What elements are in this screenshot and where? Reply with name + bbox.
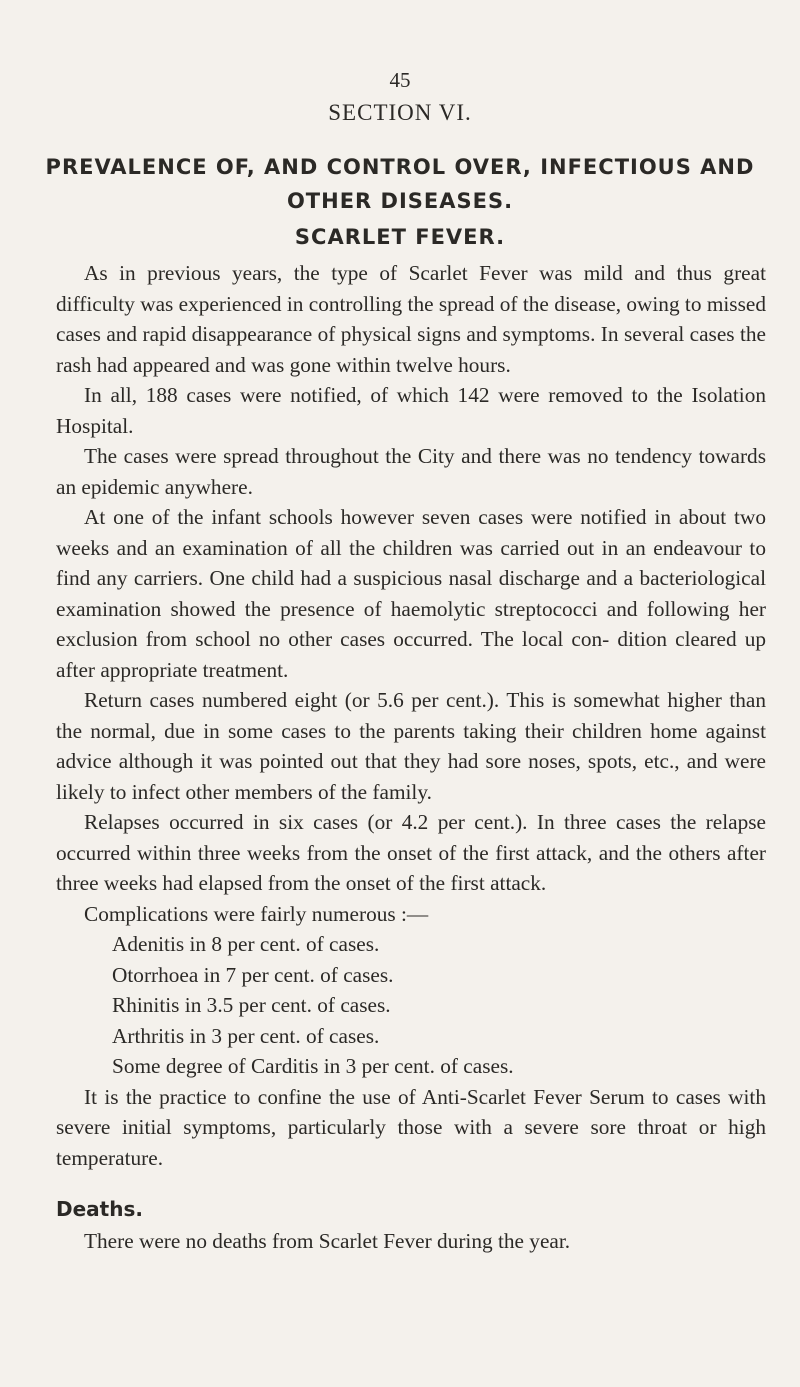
body-text — [56, 258, 766, 1173]
paragraph: As in previous years, the type of Scarlet Fever was mild and thus great difficulty was experienced in controlling the spread of the disease, owing to missed cases and rapid disappearance of physical signs and symptoms. In several cases the rash had appeared and was gone within twelve hours. — [56, 261, 766, 377]
list-item: Arthritis in 3 per cent. of cases. — [112, 1023, 380, 1048]
main-heading-line: OTHER DISEASES. — [286, 189, 514, 213]
sub-heading: SCARLET FEVER. — [294, 225, 506, 249]
deaths-heading: Deaths. — [56, 1197, 143, 1221]
paragraph: Complications were fairly numerous :— — [84, 901, 429, 926]
main-heading — [0, 150, 800, 218]
main-heading-line: PREVALENCE OF, AND CONTROL OVER, INFECTIOUS AND — [45, 155, 755, 179]
list-item: Rhinitis in 3.5 per cent. of cases. — [112, 993, 391, 1017]
paragraph: Return cases numbered eight (or 5.6 per cent.). This is somewhat higher than the normal, due in some cases to the parents taking their children home against advice although it was pointed out that they had sore noses, spots, etc., and were likely to infect other members of the family. — [56, 688, 766, 804]
paragraph: At one of the infant schools however seven cases were notified in about two weeks and an examination of all the children was carried out in an endeavour to find any carriers. One child had a suspicious nasal discharge and a bacteriological examination showed the presence of haemolytic streptococci and following her exclusion from school no other cases occurred. The local con- dition cleared up after appropriate treatment. — [56, 505, 766, 682]
list-item: Otorrhoea in 7 per cent. of cases. — [112, 962, 394, 987]
paragraph: Relapses occurred in six cases (or 4.2 per cent.). In three cases the relapse occurred within three weeks from the onset of the first attack, and the others after three weeks had elapsed from the onset of the first attack. — [56, 810, 766, 895]
page-number: 45 — [389, 68, 411, 92]
paragraph: In all, 188 cases were notified, of which 142 were removed to the Isolation Hospital. — [56, 383, 766, 438]
paragraph: The cases were spread throughout the City and there was no tendency towards an epidemic anywhere. — [56, 444, 766, 499]
section-title: SECTION VI. — [328, 100, 472, 125]
list-item: Adenitis in 8 per cent. of cases. — [112, 932, 380, 956]
complications-list — [56, 929, 766, 1082]
serum-paragraph: It is the practice to confine the use of Anti-Scarlet Fever Serum to cases with severe initial symptoms, particularly those with a severe sore throat or high temperature. — [56, 1084, 766, 1170]
deaths-text: There were no deaths from Scarlet Fever during the year. — [84, 1229, 571, 1253]
list-item: Some degree of Carditis in 3 per cent. of cases. — [112, 1054, 514, 1078]
